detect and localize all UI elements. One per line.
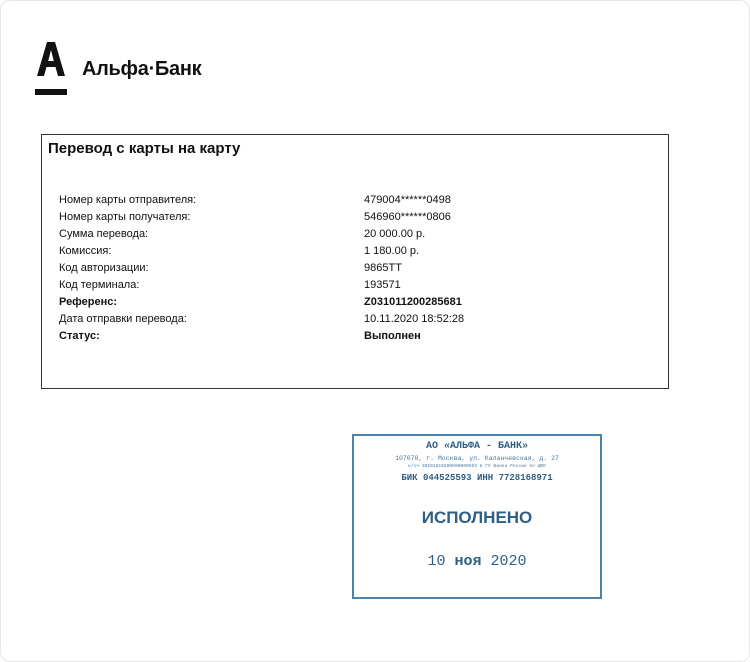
stamp-date-year: 2020	[490, 553, 527, 570]
stamp-registration: к/сч 30101810200000000593 в ГУ Банка России по ЦФО	[408, 464, 546, 469]
field-label: Номер карты получателя:	[59, 211, 191, 223]
field-label: Номер карты отправителя:	[59, 194, 197, 206]
stamp-address: 107078, г. Москва, ул. Каланчевская, д. 27	[395, 455, 559, 462]
field-label: Код авторизации:	[59, 262, 149, 274]
row-terminal-code	[42, 279, 668, 296]
field-value: 479004******0498	[364, 194, 451, 206]
field-label: Референс:	[59, 296, 118, 308]
field-label: Код терминала:	[59, 279, 140, 291]
receipt-title: Перевод с карты на карту	[48, 140, 241, 157]
field-value: 1 180.00 р.	[364, 245, 420, 257]
stamp-date-month: ноя	[454, 553, 482, 570]
field-value: Z031011200285681	[364, 296, 462, 308]
field-value: 546960******0806	[364, 211, 451, 223]
stamp-bik-inn: БИК 044525593 ИНН 7728168971	[401, 473, 553, 483]
stamp-date-day: 10	[427, 553, 446, 570]
field-value: 9865TT	[364, 262, 402, 274]
row-commission	[42, 245, 668, 262]
bank-logo-text: Альфа·Банк	[82, 58, 202, 80]
field-label: Комиссия:	[59, 245, 112, 257]
stamp-date	[354, 553, 600, 570]
field-value: 193571	[364, 279, 401, 291]
stamp-status: ИСПОЛНЕНО	[421, 508, 533, 527]
bank-stamp	[352, 434, 602, 599]
field-label: Статус:	[59, 330, 100, 342]
field-value: 20 000.00 р.	[364, 228, 426, 240]
transfer-receipt	[41, 134, 669, 389]
field-value: 10.11.2020 18:52:28	[364, 313, 465, 325]
row-sender-card	[42, 194, 668, 211]
field-label: Сумма перевода:	[59, 228, 149, 240]
alfa-bank-a-icon	[34, 40, 68, 98]
stamp-bank-name: АО «АЛЬФА - БАНК»	[425, 441, 529, 452]
receipt-details	[42, 194, 668, 347]
field-label: Дата отправки перевода:	[59, 313, 187, 325]
row-reference	[42, 296, 668, 313]
row-auth-code	[42, 262, 668, 279]
row-sent-date	[42, 313, 668, 330]
row-status	[42, 330, 668, 347]
row-amount	[42, 228, 668, 245]
field-value: Выполнен	[364, 330, 421, 342]
row-recipient-card	[42, 211, 668, 228]
